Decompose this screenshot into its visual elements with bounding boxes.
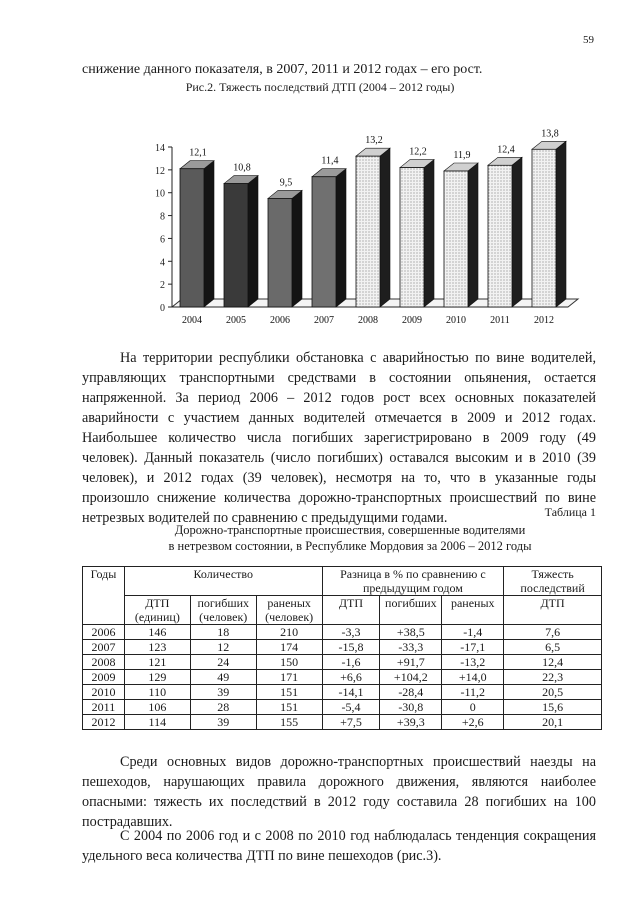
bar	[312, 177, 336, 307]
table-cell: -33,3	[380, 640, 442, 655]
y-tick-label: 10	[155, 188, 165, 200]
accidents-table	[82, 566, 602, 730]
table-row	[83, 640, 602, 655]
table-title-line: в нетрезвом состоянии, в Республике Мордовия за 2006 – 2012 годы	[168, 539, 532, 553]
table-cell: -11,2	[442, 685, 504, 700]
table-title	[90, 522, 610, 554]
table-cell: 129	[124, 670, 190, 685]
table-cell: 20,5	[504, 685, 602, 700]
table-body	[83, 625, 602, 730]
bar-side	[336, 169, 346, 307]
bar-value-label: 11,4	[321, 155, 339, 167]
x-tick-label: 2010	[446, 315, 466, 326]
header-difference: Разница в % по сравнению с предыдущим годом	[322, 567, 504, 596]
table-cell: -1,6	[322, 655, 380, 670]
page-number: 59	[583, 34, 594, 46]
table-cell: -15,8	[322, 640, 380, 655]
bar-value-label: 9,5	[279, 177, 293, 189]
table-row	[83, 715, 602, 730]
table-row	[83, 655, 602, 670]
table-row	[83, 700, 602, 715]
bar	[356, 156, 380, 307]
header-killed-people: погибших (человек)	[190, 596, 256, 625]
table-cell: -14,1	[322, 685, 380, 700]
bar-value-label: 10,8	[233, 162, 251, 174]
x-tick-label: 2005	[226, 315, 246, 326]
header-dtp-units: ДТП (единиц)	[124, 596, 190, 625]
header-killed-diff: погибших	[380, 596, 442, 625]
table-cell: 106	[124, 700, 190, 715]
table-label: Таблица 1	[544, 505, 596, 519]
y-tick-label: 0	[160, 303, 165, 314]
x-tick-label: 2004	[182, 315, 202, 326]
table-cell: -3,3	[322, 625, 380, 640]
intro-text-line: снижение данного показателя, в 2007, 2011 и 2012 годах – его рост.	[82, 62, 483, 77]
table-cell: 24	[190, 655, 256, 670]
table-cell: 39	[190, 685, 256, 700]
year-cell: 2009	[83, 670, 125, 685]
table-cell: 150	[256, 655, 322, 670]
y-tick-label: 6	[160, 234, 165, 246]
table-cell: 12	[190, 640, 256, 655]
bar	[180, 169, 204, 307]
table-cell: 7,6	[504, 625, 602, 640]
table-cell: 0	[442, 700, 504, 715]
y-tick-label: 14	[155, 143, 165, 154]
table-cell: 146	[124, 625, 190, 640]
figure-caption: Рис.2. Тяжесть последствий ДТП (2004 – 2012 годы)	[185, 80, 455, 94]
bar-side	[468, 163, 478, 307]
table-cell: 171	[256, 670, 322, 685]
table-cell: 6,5	[504, 640, 602, 655]
bar	[400, 168, 424, 307]
table-cell: +6,6	[322, 670, 380, 685]
severity-bar-chart	[140, 120, 580, 330]
paragraph-text: С 2004 по 2006 год и с 2008 по 2010 год наблюдалась тенденция сокращения удельного веса количества ДТП по вине пешеходов (рис.3).	[82, 828, 596, 864]
bar	[268, 198, 292, 307]
table-cell: +7,5	[322, 715, 380, 730]
bar-side	[380, 148, 390, 307]
table-cell: 121	[124, 655, 190, 670]
table-cell: 12,4	[504, 655, 602, 670]
y-tick-label: 12	[155, 165, 165, 177]
paragraph-trend	[82, 826, 596, 866]
x-tick-label: 2006	[270, 315, 290, 326]
paragraph-pedestrians	[82, 752, 596, 832]
bar	[488, 165, 512, 307]
year-cell: 2008	[83, 655, 125, 670]
bar	[444, 171, 468, 307]
table-cell: -1,4	[442, 625, 504, 640]
table-cell: 28	[190, 700, 256, 715]
table-cell: 155	[256, 715, 322, 730]
table-cell: 151	[256, 700, 322, 715]
table-title-line: Дорожно-транспортные происшествия, совершенные водителями	[174, 523, 526, 537]
x-tick-label: 2008	[358, 315, 378, 326]
table-cell: 210	[256, 625, 322, 640]
table-cell: -30,8	[380, 700, 442, 715]
header-injured-diff: раненых	[442, 596, 504, 625]
bar-value-label: 13,2	[365, 135, 383, 147]
bar-value-label: 12,2	[409, 146, 427, 158]
table-row	[83, 625, 602, 640]
bar-side	[556, 141, 566, 307]
year-cell: 2012	[83, 715, 125, 730]
bar-value-label: 11,9	[453, 150, 471, 161]
bar-value-label: 12,4	[497, 144, 515, 156]
table-cell: +38,5	[380, 625, 442, 640]
table-cell: -17,1	[442, 640, 504, 655]
x-tick-label: 2009	[402, 315, 422, 326]
bar-side	[204, 161, 214, 307]
year-cell: 2011	[83, 700, 125, 715]
header-severity: Тяжесть последствий	[504, 567, 602, 596]
bar-side	[292, 190, 302, 307]
table-cell: 39	[190, 715, 256, 730]
table-cell: -5,4	[322, 700, 380, 715]
x-tick-label: 2012	[534, 315, 554, 326]
y-tick-label: 4	[160, 257, 165, 269]
x-tick-label: 2007	[314, 315, 334, 326]
bar-value-label: 12,1	[189, 147, 207, 159]
x-tick-label: 2011	[490, 315, 510, 326]
table-cell: 49	[190, 670, 256, 685]
table-cell: 18	[190, 625, 256, 640]
table-cell: 110	[124, 685, 190, 700]
table-cell: +14,0	[442, 670, 504, 685]
bar	[224, 184, 248, 307]
paragraph-text: На территории республики обстановка с аварийностью по вине водителей, управляющих транспортными средствами в состоянии опьянения, остается напряженной. За период 2006 – 2012 годов рост всех основных показателей аварийности с участием данных водителей отмечается в 2009 и 2012 годах. Наибольшее количество числа погибших зарегистрировано в 2009 году (49 человек). Данный показатель (число погибших) оставался высоким и в 2010 (39 человек), и 2012 годах (39 человек), несмотря на то, что в указанные годы произошло снижение количества дорожно-транспортных происшествий по вине нетрезвых водителей по сравнению с предыдущими годами.	[82, 350, 596, 526]
table-cell: 123	[124, 640, 190, 655]
year-cell: 2010	[83, 685, 125, 700]
y-tick-label: 2	[160, 280, 165, 292]
bar-side	[248, 176, 258, 307]
header-years: Годы	[83, 567, 125, 625]
paragraph-text: Среди основных видов дорожно-транспортных происшествий наезды на пешеходов, нарушающих правила дорожного движения, являются наиболее опасными: тяжесть их последствий в 2012 году составила 28 погибших на 100 пострадавших.	[82, 754, 596, 830]
header-severity-dtp: ДТП	[504, 596, 602, 625]
table-cell: 151	[256, 685, 322, 700]
y-tick-label: 8	[160, 211, 165, 223]
bar-side	[424, 160, 434, 307]
header-quantity: Количество	[124, 567, 322, 596]
table-cell: +91,7	[380, 655, 442, 670]
table-cell: +104,2	[380, 670, 442, 685]
table-cell: +39,3	[380, 715, 442, 730]
header-injured-people: раненых (человек)	[256, 596, 322, 625]
paragraph-drunk-drivers	[82, 348, 596, 528]
year-cell: 2006	[83, 625, 125, 640]
year-cell: 2007	[83, 640, 125, 655]
table-cell: 114	[124, 715, 190, 730]
table-cell: -28,4	[380, 685, 442, 700]
bar	[532, 149, 556, 307]
table-cell: 22,3	[504, 670, 602, 685]
bar-side	[512, 157, 522, 307]
table-cell: +2,6	[442, 715, 504, 730]
table-cell: 20,1	[504, 715, 602, 730]
header-dtp-diff: ДТП	[322, 596, 380, 625]
bar-value-label: 13,8	[541, 128, 559, 140]
table-cell: -13,2	[442, 655, 504, 670]
table-row	[83, 670, 602, 685]
table-cell: 15,6	[504, 700, 602, 715]
table-cell: 174	[256, 640, 322, 655]
table-row	[83, 685, 602, 700]
